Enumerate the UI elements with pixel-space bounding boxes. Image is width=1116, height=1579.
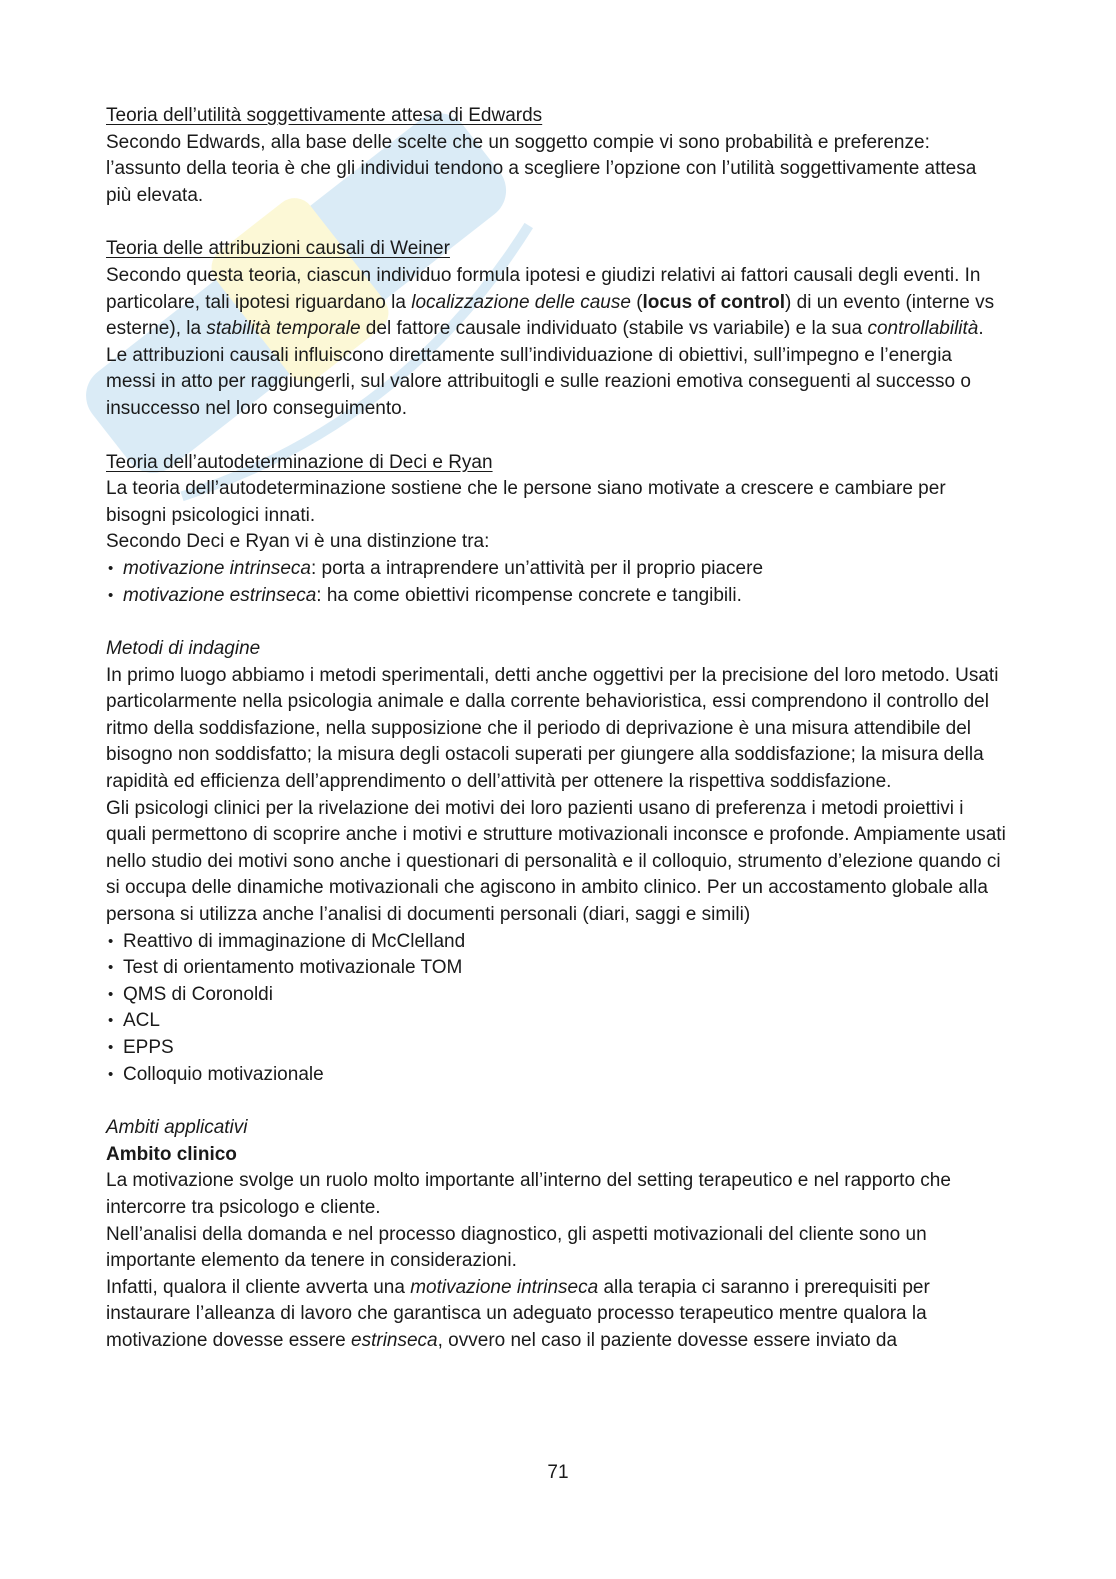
list-item [106,556,1006,583]
list-item: • Colloquio motivazionale [106,1062,1006,1089]
section-weiner [106,236,1006,422]
text-run: , ovvero nel caso il paziente dovesse essere inviato da [437,1329,898,1351]
text-run: ( [630,291,643,313]
paragraph-metodi-1: In primo luogo abbiamo i metodi sperimentali, detti anche oggettivi per la precisione del loro metodo. Usati particolarmente nella psicologia animale e dalla corrente behavioristica, essi comprendono il controllo del ritmo della soddisfazione, nella supposizione che il periodo di deprivazione è una misura attendibile del bisogno non soddisfatto; la misura degli ostacoli superati per giungere alla soddisfazione; la misura della rapidità ed efficienza dell’apprendimento o dell’attività per ottenere la rispettiva soddisfazione. [106,664,999,793]
emphasis-text: motivazione intrinseca [123,557,311,579]
subsection-title-clinico: Ambito clinico [106,1143,237,1165]
section-title-ambiti: Ambiti applicativi [106,1117,248,1139]
page-number: 71 [547,1462,569,1483]
emphasis-text: motivazione estrinseca [123,584,317,606]
list-item: • Reattivo di immaginazione di McClelland [106,929,1006,956]
paragraph-ambiti-3 [106,1275,1006,1355]
emphasis-text: motivazione intrinseca [410,1276,599,1298]
paragraph-edwards: Secondo Edwards, alla base delle scelte che un soggetto compie vi sono probabilità e preferenze: l’assunto della teoria è che gli individui tendono a scegliere l’opzione con l’utilità soggettivamente attesa più elevata. [106,131,977,206]
text-run: alla terapia ci saranno i prerequisiti per instaurare l’alleanza di lavoro che garantisca un adeguato processo terapeutico mentre qualora la motivazione dovesse essere [106,1276,930,1351]
paragraph-ambiti-2: Nell’analisi della domanda e nel processo diagnostico, gli aspetti motivazionali del cliente sono un importante elemento da tenere in considerazioni. [106,1223,927,1272]
spacer [106,423,1006,450]
list-item: • ACL [106,1008,1006,1035]
bold-term: locus of control [642,291,786,313]
paragraph-weiner-1 [106,263,1006,343]
paragraph-metodi-2: Gli psicologi clinici per la rivelazione dei motivi dei loro pazienti usano di preferenza i metodi proiettivi i quali permettono di scoprire anche i motivi e strutture motivazionali inconsce e profonde. Ampiamente usati nello studio dei motivi sono anche i questionari di personalità e il colloquio, strumento d’elezione quando ci si occupa delle dinamiche motivazionali che agiscono in ambito clinico. Per un accostamento globale alla persona si utilizza anche l’analisi di documenti personali (diari, saggi e simili) [106,797,1006,926]
section-title-weiner: Teoria delle attribuzioni causali di Weiner [106,238,450,260]
text-run: ) di un evento (interne vs esterne), la [106,291,995,340]
paragraph-weiner-2: Le attribuzioni causali influiscono direttamente sull’individuazione di obiettivi, sull’impegno e l’energia messi in atto per raggiungerli, sul valore attribuitogli e sulle reazioni emotiva conseguenti al successo o insuccesso nel loro conseguimento. [106,344,971,419]
text-run: del fattore causale individuato (stabile vs variabile) e la sua [360,318,868,340]
list-item [106,583,1006,610]
paragraph-deci-2: Secondo Deci e Ryan vi è una distinzione tra: [106,531,490,553]
spacer [106,209,1006,236]
document-page [106,103,1006,1355]
emphasis-text: estrinseca [351,1329,438,1351]
text-run: . [978,318,984,340]
text-run: : ha come obiettivi ricompense concrete e tangibili. [316,584,742,606]
emphasis-text: stabilità temporale [206,318,361,340]
motivation-list [106,556,1006,609]
spacer [106,609,1006,636]
paragraph-ambiti-1: La motivazione svolge un ruolo molto importante all’interno del setting terapeutico e nel rapporto che intercorre tra psicologo e cliente. [106,1170,951,1218]
paragraph-deci-1: La teoria dell’autodeterminazione sostiene che le persone siano motivate a crescere e cambiare per bisogni psicologici innati. [106,478,946,526]
section-ambiti [106,1115,1006,1354]
text-run: Secondo questa teoria, ciascun individuo formula ipotesi e giudizi relativi ai fattori causali degli eventi. In particolare, tali ipotesi riguardano la [106,264,981,313]
section-deci-ryan [106,450,1006,610]
section-title-deci-ryan: Teoria dell’autodeterminazione di Deci e Ryan [106,451,493,473]
section-title-edwards: Teoria dell’utilità soggettivamente attesa di Edwards [106,105,543,126]
text-run: : porta a intraprendere un’attività per il proprio piacere [310,557,764,579]
spacer [106,1088,1006,1115]
list-item: • Test di orientamento motivazionale TOM [106,955,1006,982]
section-title-metodi: Metodi di indagine [106,638,261,660]
text-run: Infatti, qualora il cliente avverta una [106,1276,411,1298]
emphasis-text: controllabilità [867,318,979,340]
emphasis-text: localizzazione delle cause [411,291,631,313]
section-edwards [106,103,1006,209]
methods-list [106,929,1006,1089]
list-item: • QMS di Coronoldi [106,982,1006,1009]
list-item: • EPPS [106,1035,1006,1062]
section-metodi [106,636,1006,1088]
